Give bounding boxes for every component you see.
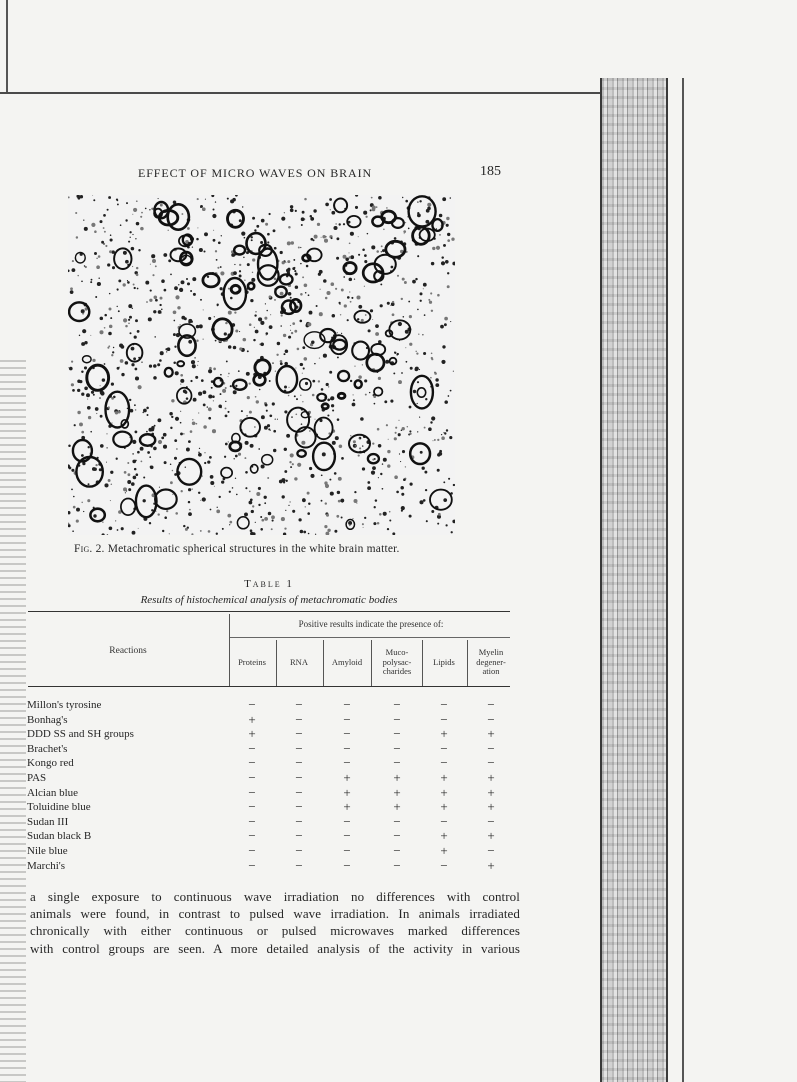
column-divider [323,640,324,686]
column-header: Proteins [238,657,266,667]
figure-caption [74,543,474,555]
result-cell: − [487,813,495,829]
reaction-label: Alcian blue [27,786,79,799]
reaction-label: Millon's tyrosine [27,699,102,711]
book-spine-shadow [600,78,668,1082]
reaction-label: Toluidine blue [27,801,91,814]
column-header: Amyloid [331,657,363,667]
column-header: Muco- polysac- charides [382,647,412,676]
reaction-label: Nile blue [27,845,68,857]
result-cell: − [343,813,351,829]
result-cell: + [440,799,448,815]
result-cell: − [295,697,303,712]
result-cell: + [487,799,495,815]
result-cell: − [487,711,495,727]
result-cell: + [440,843,448,858]
page-number: 185 [480,164,501,179]
figure-label: Fig. 2. [74,543,105,555]
column-divider [371,640,372,686]
figure-caption-text: Metachromatic spherical structures in the white brain matter. [107,543,400,555]
row-header: Reactions [109,646,147,656]
body-line: animals were found, in contrast to pulsed wave irradiation. In animals irradiated [30,906,520,922]
result-cell: − [440,857,448,873]
result-cell: − [343,755,351,771]
result-cell: − [440,697,448,712]
result-cell: + [393,799,401,815]
result-cell: − [487,740,495,756]
result-cell: − [295,740,303,756]
result-cell: − [248,697,256,712]
result-cell: − [295,784,303,800]
result-cell: + [343,799,351,815]
result-cell: − [248,799,256,815]
result-cell: − [248,740,256,756]
result-cell: − [440,755,448,771]
result-cell: − [393,726,401,742]
result-cell: − [248,857,256,873]
result-cell: − [248,828,256,844]
micrograph-figure [68,195,455,535]
micrograph-image [68,195,455,535]
result-cell: − [487,755,495,771]
result-cell: − [295,755,303,771]
result-cell: − [295,770,303,785]
result-cell: − [393,697,401,712]
result-cell: − [343,843,351,858]
table-top-rule [28,611,510,612]
page-left-edge [0,0,8,92]
result-cell: + [343,770,351,785]
table-header-rule [28,686,510,687]
table-title: Table 1 [244,578,294,590]
body-line: a single exposure to continuous wave irradiation no differences with control [30,889,520,904]
reaction-label: Brachet's [27,742,68,755]
result-cell: − [487,843,495,858]
result-cell: − [248,813,256,829]
result-cell: − [393,711,401,727]
result-cell: + [487,770,495,785]
reaction-label: DDD SS and SH groups [27,728,134,741]
result-cell: − [248,755,256,771]
reaction-label: Sudan III [27,815,69,828]
result-cell: − [295,711,303,727]
reaction-label: Bonhag's [27,713,68,726]
reaction-label: PAS [27,772,47,784]
previous-page-edge [0,0,600,94]
result-cell: − [393,740,401,756]
result-cell: − [295,857,303,873]
result-cell: + [343,784,351,800]
left-margin-noise [0,360,26,1082]
reaction-label: Sudan black B [27,830,92,843]
row-header-divider [229,614,230,686]
column-divider [422,640,423,686]
result-cell: − [393,813,401,829]
result-cell: − [343,740,351,756]
result-cell: − [440,711,448,727]
result-cell: − [295,799,303,815]
reaction-label: Kongo red [27,757,74,770]
result-cell: − [248,770,256,785]
result-cell: − [343,828,351,844]
result-cell: − [487,697,495,712]
result-cell: − [343,697,351,712]
result-cell: − [440,813,448,829]
column-divider [276,640,277,686]
result-cell: + [440,784,448,800]
result-cell: + [248,711,256,727]
book-spine-edge [682,78,684,1082]
result-cell: + [440,726,448,742]
table-caption: Results of histochemical analysis of metachromatic bodies [140,594,398,606]
result-cell: + [440,828,448,844]
result-cell: + [487,857,495,873]
result-cell: − [343,711,351,727]
result-cell: + [440,770,448,785]
result-cell: − [440,740,448,756]
body-line: with control groups are seen. A more detailed analysis of the activity in various [30,940,520,956]
column-header: Myelin degener- ation [476,647,506,676]
running-title: EFFECT OF MICRO WAVES ON BRAIN [138,166,373,180]
result-cell: − [248,784,256,800]
result-cell: − [343,857,351,873]
result-cell: + [487,828,495,844]
result-cell: − [343,726,351,742]
result-cell: + [487,726,495,742]
result-cell: + [248,726,256,742]
column-divider [467,640,468,686]
body-paragraph [30,888,520,957]
result-cell: + [393,784,401,800]
column-header: Lipids [433,657,455,667]
result-cell: − [393,843,401,858]
result-cell: + [487,784,495,800]
group-header-rule [230,637,510,638]
result-cell: − [393,828,401,844]
result-cell: − [295,813,303,829]
reaction-label: Marchi's [27,859,66,872]
result-cell: − [248,843,256,858]
result-cell: − [295,726,303,742]
result-cell: + [393,770,401,785]
result-cell: − [295,828,303,844]
result-cell: − [295,843,303,858]
column-header: RNA [290,657,308,667]
result-cell: − [393,755,401,771]
running-head [138,164,508,184]
body-line: chronically with either continuous or pulsed microwaves marked differences [30,923,520,939]
group-header: Positive results indicate the presence of: [298,619,444,629]
result-cell: − [393,857,401,873]
